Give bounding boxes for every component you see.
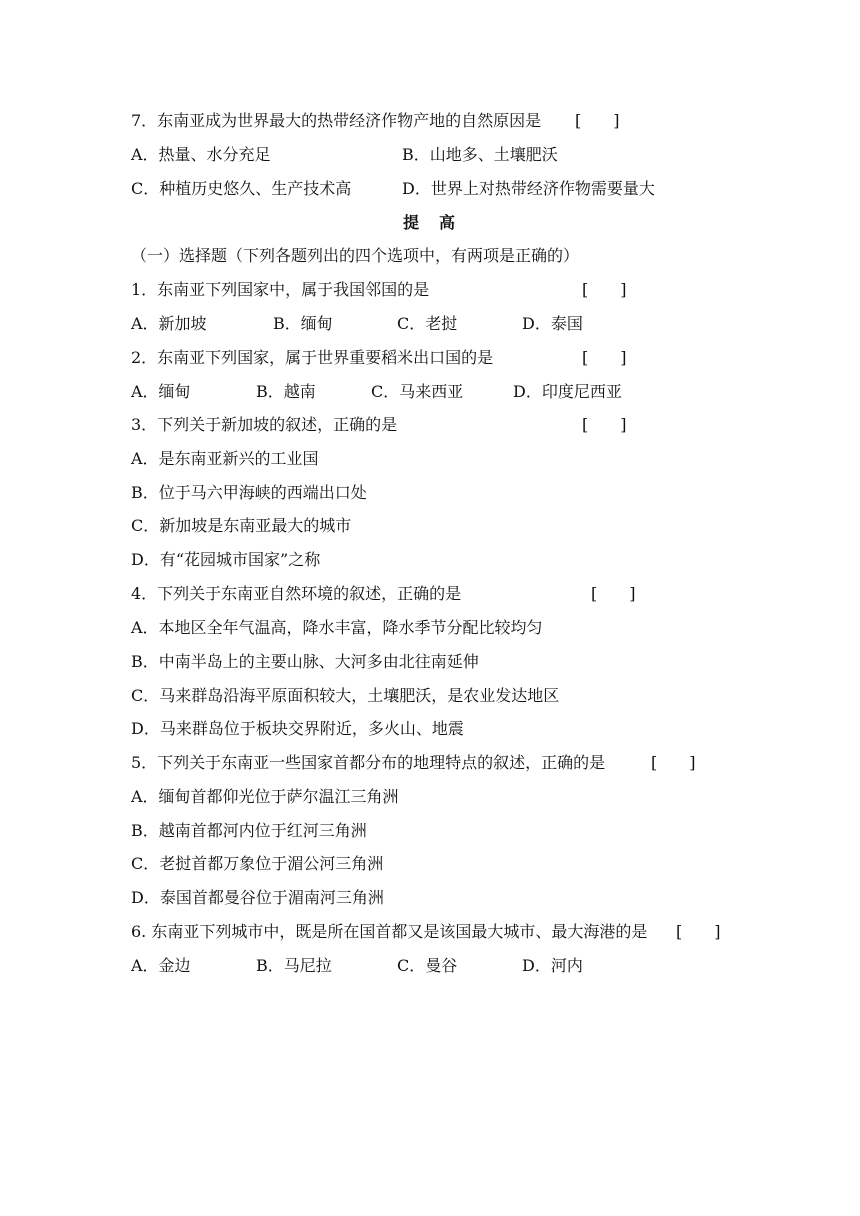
question-4-option-a: A．本地区全年气温高，降水丰富，降水季节分配比较均匀 (131, 618, 543, 637)
question-5-stem: 5．下列关于东南亚一些国家首都分布的地理特点的叙述，正确的是 (131, 753, 606, 772)
question-1-option-c: C．老挝 (397, 314, 458, 333)
question-5-option-a: A．缅甸首都仰光位于萨尔温江三角洲 (131, 787, 399, 806)
section-title: 提 高 (403, 213, 458, 232)
question-4-option-b: B．中南半岛上的主要山脉、大河多由北往南延伸 (131, 652, 479, 671)
question-2-option-c: C．马来西亚 (371, 382, 464, 401)
question-2-option-d: D．印度尼西亚 (513, 382, 622, 401)
question-2-option-a: A．缅甸 (131, 382, 191, 401)
question-6-option-d: D．河内 (522, 956, 583, 975)
question-4-stem: 4．下列关于东南亚自然环境的叙述，正确的是 (131, 584, 462, 603)
question-3-option-b: B．位于马六甲海峡的西端出口处 (131, 483, 367, 502)
question-3-stem: 3．下列关于新加坡的叙述，正确的是 (131, 415, 398, 434)
question-7-option-d: D．世界上对热带经济作物需要量大 (402, 179, 655, 198)
question-6-answer-bracket: [ ] (676, 922, 721, 941)
question-3-option-c: C．新加坡是东南亚最大的城市 (131, 516, 352, 535)
question-4-option-d: D．马来群岛位于板块交界附近，多火山、地震 (131, 719, 464, 738)
question-7-answer-bracket: [ ] (575, 111, 620, 130)
question-7-option-b: B．山地多、土壤肥沃 (402, 145, 558, 164)
question-1-option-d: D．泰国 (522, 314, 583, 333)
question-1-option-a: A．新加坡 (131, 314, 207, 333)
question-1-answer-bracket: [ ] (582, 280, 627, 299)
question-5-option-c: C．老挝首都万象位于湄公河三角洲 (131, 854, 384, 873)
question-6-option-b: B．马尼拉 (256, 956, 332, 975)
question-2-option-b: B．越南 (256, 382, 316, 401)
question-5-option-d: D．泰国首都曼谷位于湄南河三角洲 (131, 888, 384, 907)
question-3-answer-bracket: [ ] (582, 415, 627, 434)
question-6-option-c: C．曼谷 (397, 956, 458, 975)
question-5-option-b: B．越南首都河内位于红河三角洲 (131, 821, 367, 840)
question-6-stem: 6. 东南亚下列城市中，既是所在国首都又是该国最大城市、最大海港的是 (131, 922, 648, 941)
section-instruction: （一）选择题（下列各题列出的四个选项中，有两项是正确的） (131, 246, 580, 265)
question-1-stem: 1．东南亚下列国家中，属于我国邻国的是 (131, 280, 430, 299)
question-2-stem: 2．东南亚下列国家，属于世界重要稻米出口国的是 (131, 348, 494, 367)
question-4-option-c: C．马来群岛沿海平原面积较大，土壤肥沃，是农业发达地区 (131, 686, 560, 705)
question-7-stem: 7．东南亚成为世界最大的热带经济作物产地的自然原因是 (131, 111, 542, 130)
question-2-answer-bracket: [ ] (582, 348, 627, 367)
question-6-option-a: A．金边 (131, 956, 191, 975)
question-7-option-a: A．热量、水分充足 (131, 145, 271, 164)
question-4-answer-bracket: [ ] (591, 584, 636, 603)
question-7-option-c: C．种植历史悠久、生产技术高 (131, 179, 352, 198)
question-3-option-d: D．有“花园城市国家”之称 (131, 550, 321, 569)
question-1-option-b: B．缅甸 (273, 314, 333, 333)
question-5-answer-bracket: [ ] (651, 753, 696, 772)
question-3-option-a: A．是东南亚新兴的工业国 (131, 449, 319, 468)
